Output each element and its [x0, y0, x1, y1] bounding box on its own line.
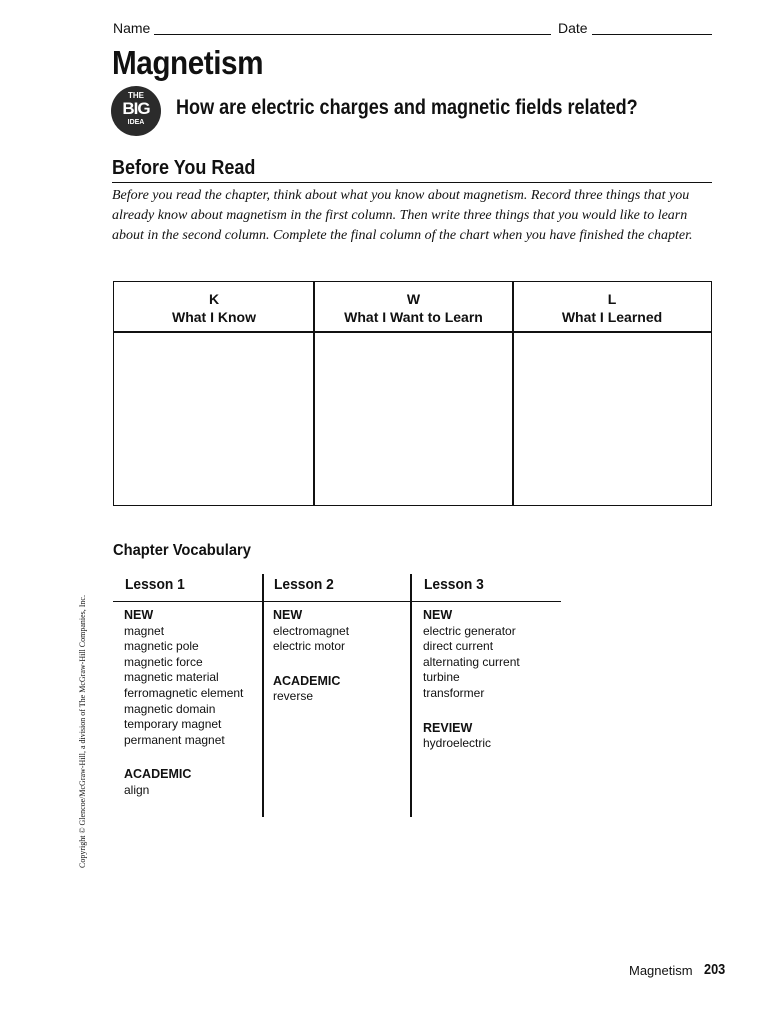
footer-chapter-label: Magnetism	[629, 963, 693, 978]
badge-bottom-text: IDEA	[127, 119, 145, 126]
vocab-category: REVIEW	[423, 720, 473, 735]
vocabulary-column-separator	[410, 574, 412, 817]
lesson-2-title: Lesson 2	[274, 576, 334, 593]
big-idea-badge-icon	[111, 86, 161, 136]
vocab-term: permanent magnet	[124, 732, 225, 747]
vocab-term: magnetic pole	[124, 639, 199, 654]
vocabulary-divider	[113, 601, 561, 602]
lesson-3-vocab-list	[423, 608, 561, 752]
vocab-term: direct current	[423, 639, 494, 654]
kwl-header-want	[314, 282, 513, 333]
vocab-term: align	[124, 782, 150, 797]
lesson-1-title: Lesson 1	[125, 576, 185, 593]
kwl-cell-know[interactable]	[114, 333, 314, 505]
lesson-1-vocab-list	[124, 608, 260, 799]
vocabulary-column-separator	[262, 574, 264, 817]
lesson-3-title: Lesson 3	[424, 576, 484, 593]
kwl-header-learned	[513, 282, 711, 333]
vocab-term: electric motor	[273, 639, 346, 654]
kwl-column-know	[114, 282, 314, 505]
kwl-label: What I Know	[172, 309, 256, 325]
page-number: 203	[704, 961, 726, 978]
vocab-term: temporary magnet	[124, 717, 222, 732]
section-heading: Before You Read	[112, 157, 256, 179]
lesson-2-vocab-list	[273, 608, 407, 705]
big-idea-question: How are electric charges and magnetic fields related?	[176, 96, 638, 119]
vocab-term: transformer	[423, 685, 485, 700]
kwl-cell-learned[interactable]	[513, 333, 711, 505]
kwl-label: What I Want to Learn	[344, 309, 483, 325]
name-field[interactable]	[154, 34, 551, 35]
vocab-category: NEW	[423, 608, 453, 622]
kwl-column-learned	[513, 282, 711, 505]
badge-top-text: THE	[128, 91, 144, 100]
kwl-chart	[113, 281, 712, 506]
kwl-letter: L	[607, 291, 617, 307]
name-label: Name	[113, 20, 151, 36]
vocabulary-heading: Chapter Vocabulary	[113, 542, 251, 559]
vocab-category: ACADEMIC	[124, 767, 192, 782]
vocab-term: electromagnet	[273, 623, 350, 638]
section-divider	[112, 182, 712, 183]
badge-mid-text: BIG	[122, 99, 150, 118]
vocab-term: magnetic material	[124, 670, 219, 685]
vocab-category: ACADEMIC	[273, 673, 341, 688]
kwl-letter: W	[406, 291, 421, 307]
vocab-term: reverse	[273, 689, 314, 704]
kwl-cell-want[interactable]	[314, 333, 513, 505]
kwl-column-want	[314, 282, 513, 505]
kwl-letter: K	[208, 291, 220, 307]
vocab-term: turbine	[423, 670, 460, 685]
vocab-term: hydroelectric	[423, 736, 492, 751]
vocab-term: magnetic force	[124, 654, 203, 669]
vocab-category: NEW	[273, 608, 303, 622]
copyright-notice: Copyright © Glencoe/McGraw-Hill, a division of The McGraw-Hill Companies, Inc.	[78, 595, 87, 868]
kwl-label: What I Learned	[561, 309, 663, 325]
vocab-term: ferromagnetic element	[124, 685, 244, 700]
intro-paragraph: Before you read the chapter, think about what you know about magnetism. Record three things that you already know about magnetism in the first column. Then write three things that you would like to learn about in the second column. Complete the final column of the chart when you have finished the chapter.	[112, 188, 693, 243]
vocab-category: NEW	[124, 608, 154, 622]
date-label: Date	[558, 20, 588, 36]
kwl-header-know	[114, 282, 314, 333]
vocab-term: magnetic domain	[124, 701, 216, 716]
vocab-term: magnet	[124, 623, 165, 638]
vocab-term: alternating current	[423, 654, 520, 669]
date-field[interactable]	[592, 34, 712, 35]
page-title: Magnetism	[112, 44, 264, 81]
vocab-term: electric generator	[423, 623, 516, 638]
